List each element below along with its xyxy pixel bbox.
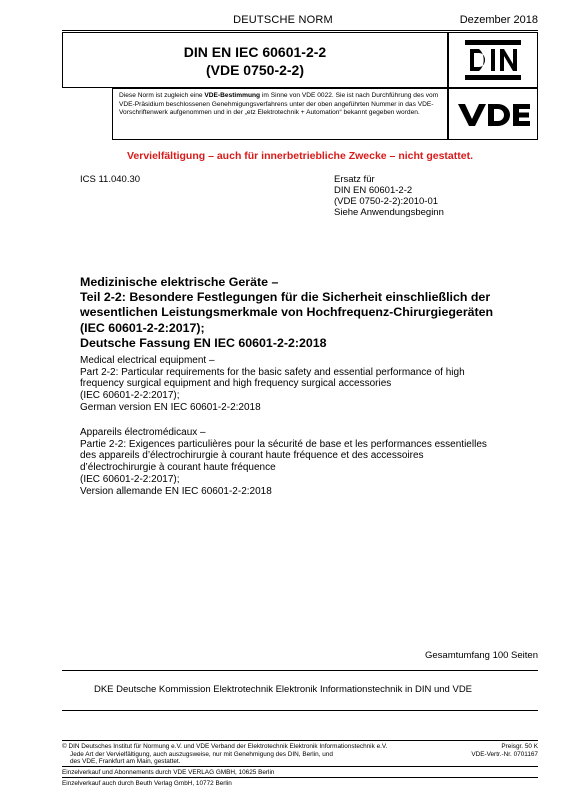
replaced-standard: DIN EN 60601-2-2 xyxy=(334,185,413,196)
note-text-bold: VDE-Bestimmung xyxy=(204,92,261,99)
standard-number-box xyxy=(62,32,448,88)
sales-divider-2 xyxy=(62,777,538,778)
vde-logo xyxy=(457,102,531,128)
reproduction-warning: Vervielfältigung – auch für innerbetriebliche Zwecke – nicht gestattet. xyxy=(126,150,473,162)
ics-code: ICS 11.040.30 xyxy=(80,174,141,185)
footer-divider xyxy=(62,740,538,741)
title-french-line: des appareils d’électrochirurgie à courant haute fréquence et des accessoires xyxy=(80,450,424,462)
title-french-line: d’électrochirurgie à courant haute fréquence xyxy=(80,462,276,474)
title-french-line: (IEC 60601-2-2:2017); xyxy=(80,473,180,485)
title-english-line: (IEC 60601-2-2:2017); xyxy=(80,390,180,402)
copyright-line: Jede Art der Vervielfältigung, auch auszugsweise, nur mit Genehmigung des DIN, Berlin, und xyxy=(70,750,333,758)
copyright-line: des VDE, Frankfurt am Main, gestattet. xyxy=(70,758,181,766)
title-english-line: Part 2-2: Particular requirements for the basic safety and essential performance of high xyxy=(80,366,465,378)
title-french-line: Partie 2-2: Exigences particulières pour la sécurité de base et les performances essentielles xyxy=(80,438,487,450)
dke-divider xyxy=(62,710,538,711)
sales-vde-verlag: Einzelverkauf und Abonnements durch VDE VERLAG GMBH, 10625 Berlin xyxy=(62,769,275,776)
din-logo xyxy=(464,39,522,81)
title-french xyxy=(80,427,530,497)
dke-committee: DKE Deutsche Kommission Elektrotechnik Elektronik Informationstechnik in DIN und VDE xyxy=(93,684,473,695)
title-english-line: Medical electrical equipment – xyxy=(80,355,215,366)
title-german-line: wesentlichen Leistungsmerkmale von Hochfrequenz-Chirurgiegeräten xyxy=(80,305,494,320)
price-group: Preisgr. 50 K xyxy=(501,743,538,750)
document-type-label: DEUTSCHE NORM xyxy=(233,14,333,26)
copyright-line: © DIN Deutsches Institut für Normung e.V. und VDE Verband der Elektrotechnik Elektronik Informationstechnik e.V. xyxy=(62,743,388,750)
pages-divider xyxy=(62,670,538,671)
total-pages: Gesamtumfang 100 Seiten xyxy=(424,650,538,661)
replacement-label: Ersatz für xyxy=(334,174,375,185)
vde-regulation-note xyxy=(112,88,448,140)
title-german-line: Medizinische elektrische Geräte – xyxy=(80,275,279,289)
replaced-vde-number: (VDE 0750-2-2):2010-01 xyxy=(334,196,439,207)
vde-logo-box xyxy=(448,88,538,140)
vde-number: (VDE 0750-2-2) xyxy=(205,62,305,78)
title-german-line: (IEC 60601-2-2:2017); xyxy=(80,320,205,335)
din-logo-box xyxy=(448,32,538,88)
title-german-line: Deutsche Fassung EN IEC 60601-2-2:2018 xyxy=(80,335,327,350)
publication-date: Dezember 2018 xyxy=(459,14,538,26)
standard-number: DIN EN IEC 60601-2-2 xyxy=(183,44,327,60)
title-english-line: German version EN IEC 60601-2-2:2018 xyxy=(80,401,261,413)
application-start-note: Siehe Anwendungsbeginn xyxy=(334,207,444,218)
copyright-notice xyxy=(62,743,472,766)
sales-beuth-verlag: Einzelverkauf auch durch Beuth Verlag GmbH, 10772 Berlin xyxy=(62,780,232,787)
title-french-line: Version allemande EN IEC 60601-2-2:2018 xyxy=(80,485,272,497)
title-english xyxy=(80,355,530,414)
price-info xyxy=(471,743,538,758)
title-english-line: frequency surgical equipment and high frequency surgical accessories xyxy=(80,378,392,390)
title-german xyxy=(80,275,530,351)
sales-divider-1 xyxy=(62,766,538,767)
title-german-line: Teil 2-2: Besondere Festlegungen für die Sicherheit einschließlich der xyxy=(80,290,491,305)
note-text-start: Diese Norm ist zugleich eine xyxy=(119,92,205,99)
title-french-line: Appareils électromédicaux – xyxy=(80,427,206,438)
header-divider xyxy=(62,30,538,31)
vde-order-number: VDE-Vertr.-Nr. 0701167 xyxy=(471,750,538,758)
note-text-end: im Sinne von VDE 0022. Sie ist nach Durchführung des vom VDE-Präsidium beschlossenen Genehmigungsverfahrens unter der oben angeführten Nummer in das VDE-Vorschriftenwerk aufgenommen und in der „etz Elektrotechnik + Automation“ bekannt gegeben worden. xyxy=(119,92,439,117)
replacement-info xyxy=(334,174,444,218)
